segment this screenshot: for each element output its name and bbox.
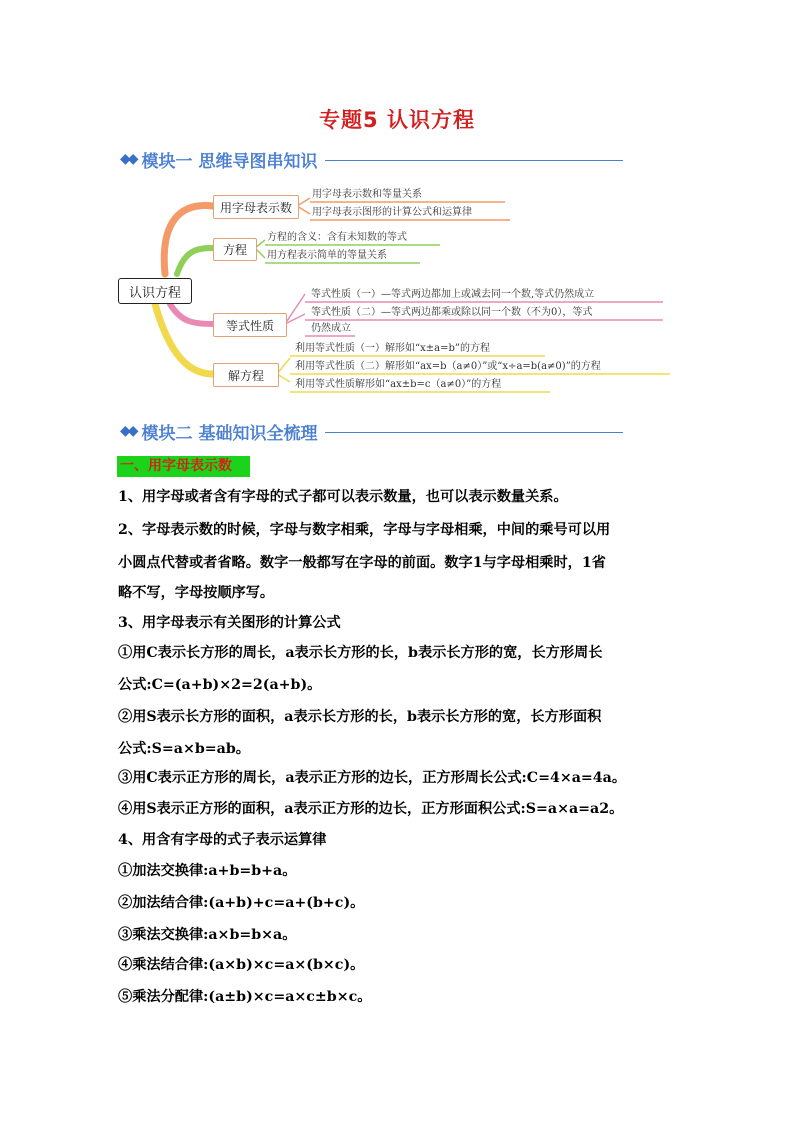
- paragraph-line: ③乘法交换律:a×b=b×a。: [118, 927, 297, 943]
- paragraph-line: ④乘法结合律:(a×b)×c=a×(b×c)。: [118, 957, 365, 973]
- branch-equality-properties: 等式性质: [213, 313, 287, 337]
- paragraph-line: ②用S表示长方形的面积，a表示长方形的长，b表示长方形的宽，长方形面积: [118, 709, 602, 725]
- paragraph-line: ③用C表示正方形的周长，a表示正方形的边长，正方形周长公式:C=4×a=4a。: [118, 770, 627, 786]
- leaf-3-1: 等式性质（一）—等式两边都加上或减去同一个数,等式仍然成立: [311, 289, 595, 300]
- branch-curve-1: [164, 206, 213, 274]
- section-heading: 一、用字母表示数: [117, 456, 250, 477]
- leaf-4-1: 利用等式性质（一）解形如“x±a=b”的方程: [295, 343, 490, 354]
- paragraph-line: 3、用字母表示有关图形的计算公式: [118, 615, 341, 631]
- paragraph-line: ②加法结合律:(a+b)+c=a+(b+c)。: [118, 895, 365, 911]
- paragraph-line: ①用C表示长方形的周长，a表示长方形的长，b表示长方形的宽，长方形周长: [118, 645, 603, 661]
- paragraph-line: ④用S表示正方形的面积，a表示正方形的边长，正方形面积公式:S=a×a=a2。: [118, 801, 624, 817]
- leaf-2-2: 用方程表示简单的等量关系: [267, 250, 387, 261]
- mind-map-root: 认识方程: [118, 278, 192, 304]
- module-two-header: [120, 418, 317, 444]
- module-one-header: [120, 146, 317, 172]
- module-two-rule: [325, 432, 623, 433]
- mind-map: [115, 182, 675, 397]
- leaf-4-2: 利用等式性质（二）解形如“ax=b（a≠0）”或“x÷a=b(a≠0)”的方程: [295, 361, 601, 372]
- paragraph-line: 小圆点代替或者省略。数字一般都写在字母的前面。数字1与字母相乘时，1省: [118, 555, 606, 571]
- branch-curve-2: [177, 248, 213, 274]
- module-one-title: 模块一 思维导图串知识: [141, 151, 318, 172]
- branch-letters-for-numbers: 用字母表示数: [213, 195, 299, 219]
- paragraph-line: 公式:C=(a+b)×2=2(a+b)。: [118, 677, 322, 693]
- paragraph-line: ⑤乘法分配律:(a±b)×c=a×c±b×c。: [118, 989, 372, 1005]
- paragraph-line: 1、用字母或者含有字母的式子都可以表示数量，也可以表示数量关系。: [118, 489, 568, 505]
- diamond-bullet-icon: ◆◆: [120, 423, 136, 439]
- leaf-4-3: 利用等式性质解形如“ax±b=c（a≠0）”的方程: [295, 379, 502, 390]
- paragraph-line: 公式:S=a×b=ab。: [118, 741, 250, 757]
- leaf-2-1: 方程的含义：含有未知数的等式: [267, 232, 407, 243]
- branch-curve-3: [170, 304, 213, 324]
- paragraph-line: 2、字母表示数的时候，字母与数字相乘，字母与字母相乘，中间的乘号可以用: [118, 522, 611, 538]
- paragraph-line: ①加法交换律:a+b=b+a。: [118, 863, 297, 879]
- leaf-3-3: 仍然成立: [311, 323, 351, 334]
- module-one-rule: [325, 160, 623, 161]
- branch-solving-equations: 解方程: [213, 363, 279, 387]
- branch-curve-4: [155, 304, 213, 374]
- page-title: 专题5 认识方程: [319, 108, 475, 132]
- diamond-bullet-icon: ◆◆: [120, 151, 136, 167]
- paragraph-line: 4、用含有字母的式子表示运算律: [118, 832, 327, 848]
- leaf-1-2: 用字母表示图形的计算公式和运算律: [312, 207, 472, 218]
- leaf-3-2: 等式性质（二）—等式两边都乘或除以同一个数（不为0），等式: [311, 307, 593, 318]
- paragraph-line: 略不写，字母按顺序写。: [118, 585, 275, 601]
- module-two-title: 模块二 基础知识全梳理: [141, 423, 318, 444]
- leaf-1-1: 用字母表示数和等量关系: [312, 189, 422, 200]
- branch-equation: 方程: [213, 238, 257, 261]
